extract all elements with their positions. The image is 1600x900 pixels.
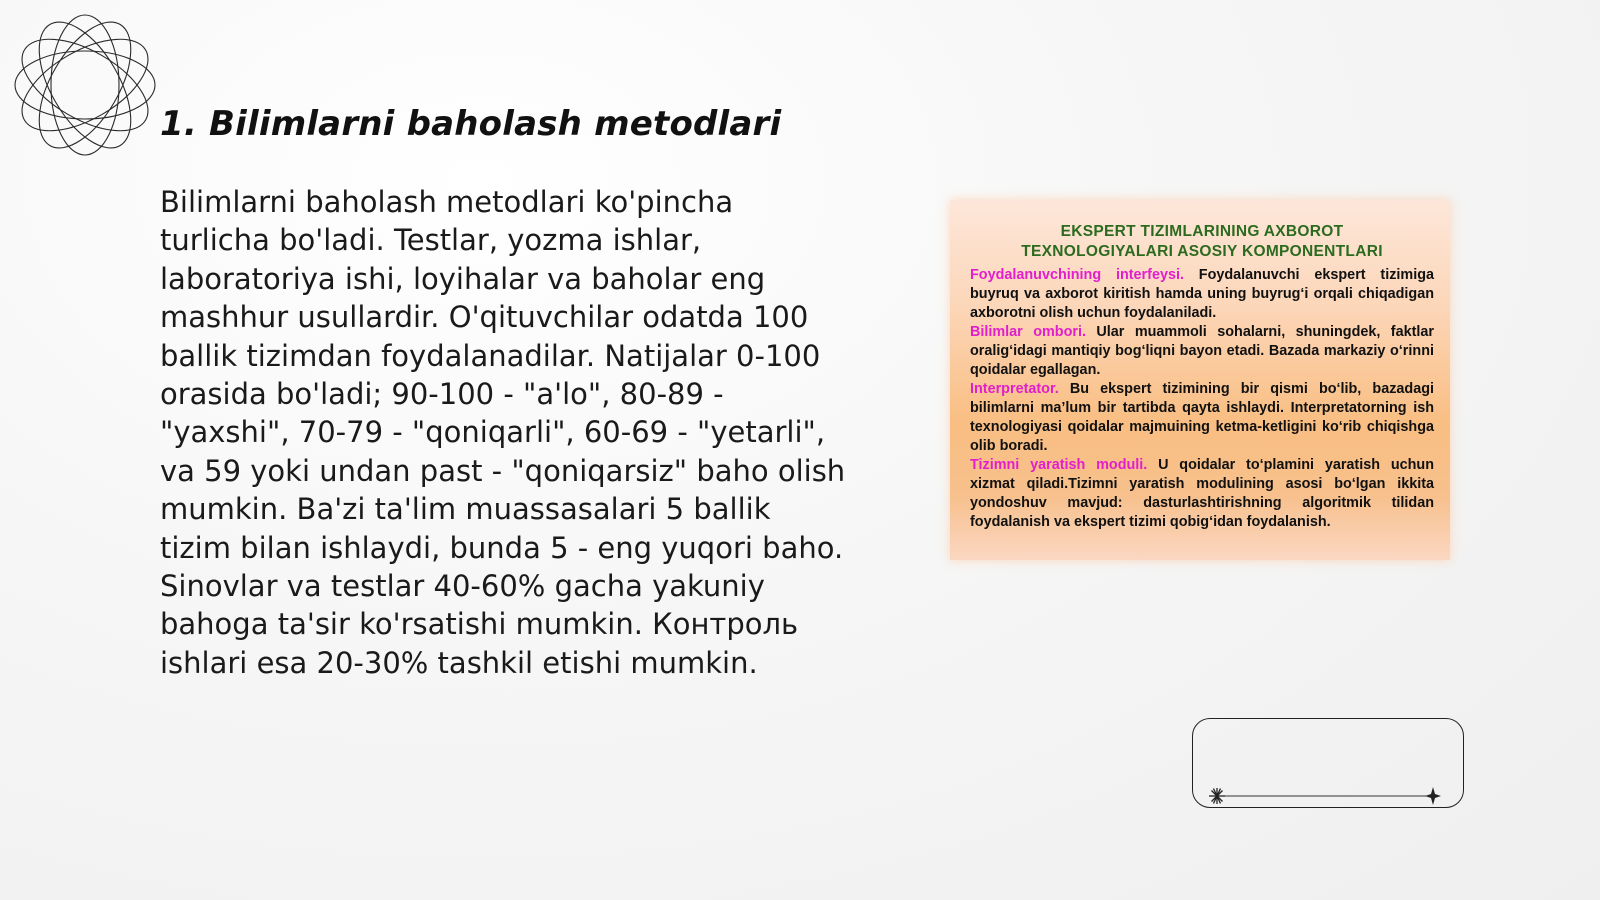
infographic-term: Foydalanuvchining interfeysi. [970, 267, 1184, 283]
infographic-item-knowledge-base [970, 323, 1434, 380]
infographic-description: Foydalanuvchi ekspert tizimiga buyruq va axborot kiritish hamda uning buyrug‘i orqali chiqadigan axborotni olish uchun foydalaniladi. [970, 267, 1434, 321]
infographic-description: Bu ekspert tizimining bir qismi bo‘lib, bazadagi bilimlarni ma’lum bir tartibda qayta ishlaydi. Interpretatorning ish texnologiyasi qoidalar majmuining ketma-ketligini ko‘rib chiqishga olib boradi. [970, 381, 1434, 454]
infographic-item-system-builder [970, 456, 1434, 532]
slide-title: 1. Bilimlarni baholash metodlari [160, 104, 782, 144]
starburst-icon [1209, 788, 1225, 804]
infographic-heading-line-1: EKSPERT TIZIMLARINING AXBOROT [1060, 223, 1344, 240]
infographic-term: Bilimlar ombori. [970, 324, 1086, 340]
infographic-heading-line-2: TEXNOLOGIYALARI ASOSIY KOMPONENTLARI [1021, 243, 1383, 260]
frame-divider [1209, 787, 1441, 805]
infographic-term: Interpretator. [970, 381, 1059, 397]
infographic-heading [970, 222, 1434, 262]
infographic-term: Tizimni yaratish moduli. [970, 457, 1148, 473]
infographic-item-user-interface [970, 266, 1434, 323]
decorative-frame [1192, 718, 1464, 808]
sparkle-icon [1425, 787, 1441, 805]
spirograph-ornament-icon [10, 10, 160, 160]
infographic-description: U qoidalar to‘plamini yaratish uchun xizmat qiladi.Tizimni yaratish modulining asosi bo‘lgan ikkita yondoshuv mavjud: dasturlashtirishning algoritmik tilidan foydalanish va ekspert tizimi qobig‘idan foydalanish. [970, 457, 1434, 530]
body-paragraph: Bilimlarni baholash metodlari ko'pincha turlicha bo'ladi. Testlar, yozma ishlar, laboratoriya ishi, loyihalar va baholar eng mashhur usullardir. O'qituvchilar odatda 100 ballik tizimdan foydalanadilar. Natijalar 0-100 orasida bo'ladi; 90-100 - "a'lo", 80-89 - "yaxshi", 70-79 - "qoniqarli", 60-69 - "yetarli", va 59 yoki undan past - "qoniqarsiz" baho olish mumkin. Ba'zi ta'lim muassasalari 5 ballik tizim bilan ishlaydi, bunda 5 - eng yuqori baho. Sinovlar va testlar 40-60% gacha yakuniy bahoga ta'sir ko'rsatishi mumkin. Контроль ishlari esa 20-30% tashkil etishi mumkin. [160, 185, 846, 680]
infographic-item-interpreter [970, 380, 1434, 456]
expert-systems-infographic [950, 200, 1450, 560]
infographic-description: Ular muammoli sohalarni, shuningdek, faktlar oralig‘idagi mantiqiy bog‘liqni bayon etadi. Bazada markaziy o‘rinni qoidalar egallagan. [970, 324, 1435, 378]
